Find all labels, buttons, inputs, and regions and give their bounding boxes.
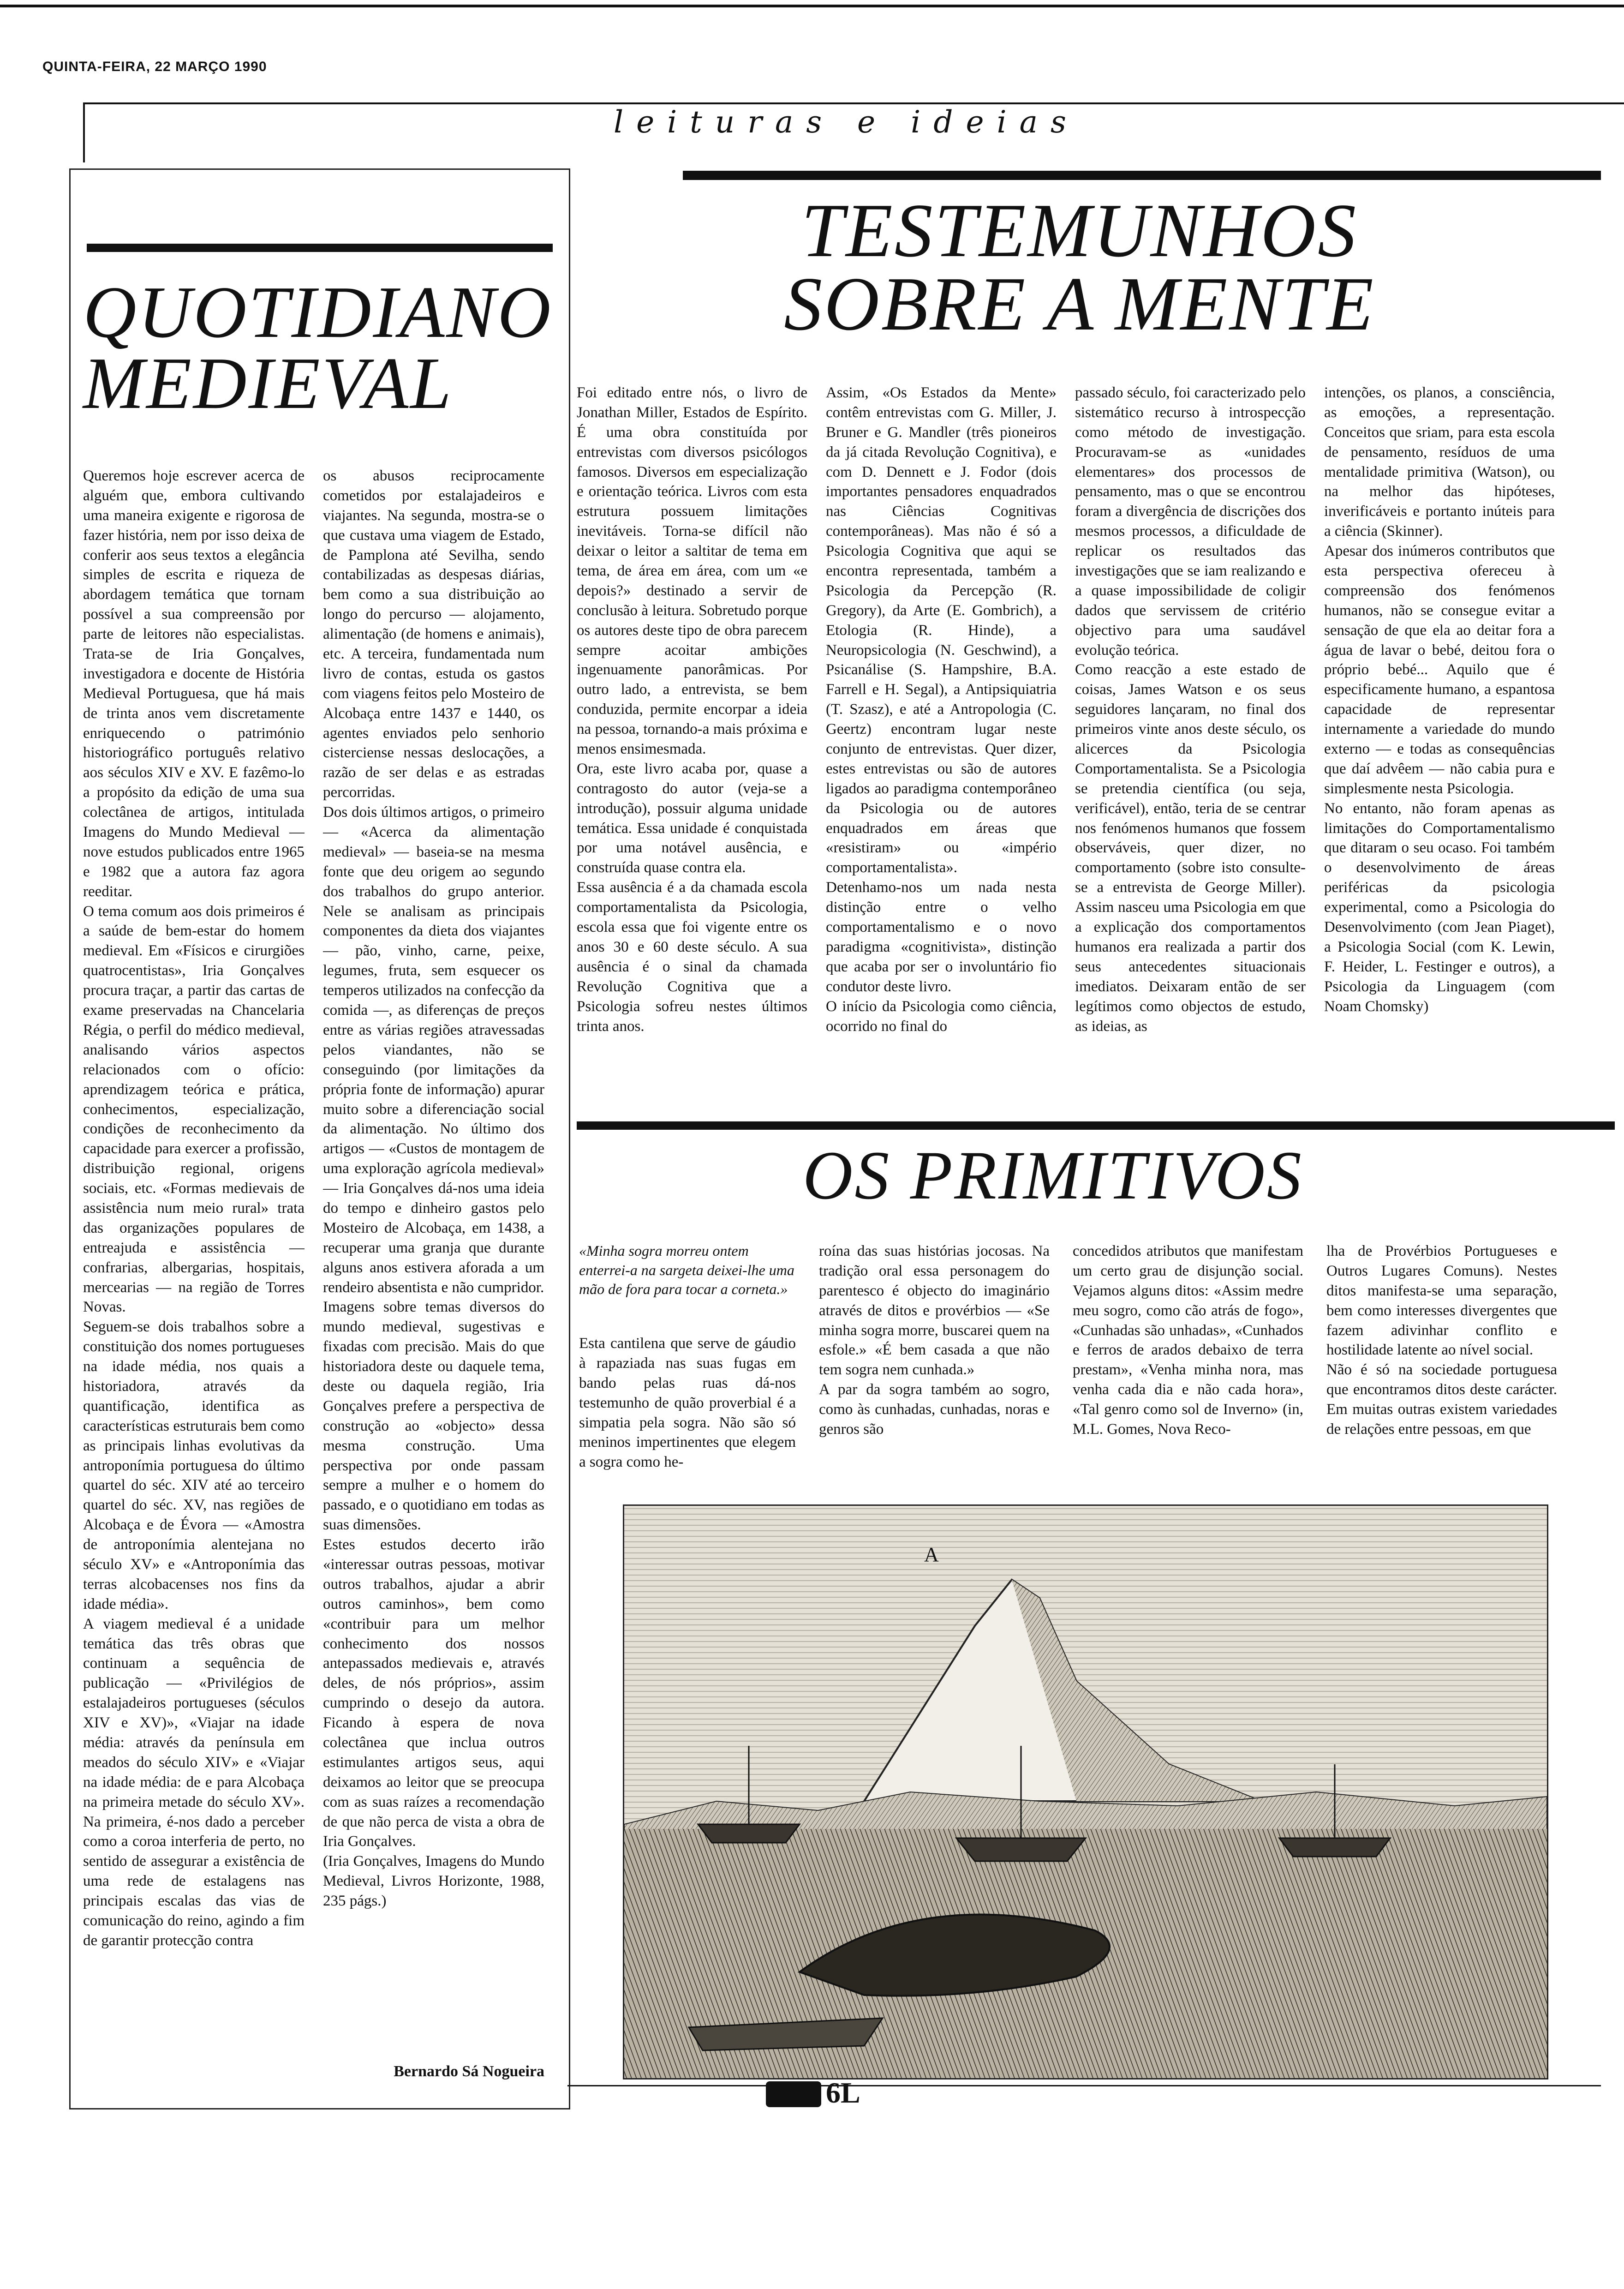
bottom-epigraph: «Minha sogra morreu ontem enterrei-a na sargeta deixei-lhe uma mão de fora para tocar a corneta.» <box>579 1242 794 1298</box>
section-name: leituras e ideias <box>614 104 1079 140</box>
top-headline-rule <box>683 171 1601 180</box>
left-headline-line1: QUOTIDIANO <box>83 271 553 353</box>
top-article-col1: Foi editado entre nós, o livro de Jonathan Miller, Estados de Espírito. É uma obra constituída por entrevistas com diversos psicólogos famosos. Diversos em especialização e orientação teórica. Livros com esta estrutura possuem limitações inevitáveis. Torna-se difícil não deixar o leitor a saltitar de tema em tema, de área em área, com um «e depois?» destinado a servir de conclusão à leitura. Sobretudo porque os autores deste tipo de obra parecem sempre acoitar ambições ingenuamente panorâmicas. Por outro lado, a entrevista, se bem conduzida, permite encorpar a ideia na pessoa, tornando-a mais próxima e menos ensimesmada. Ora, este livro acaba por, quase a contragosto do autor (veja-se a introdução), possuir alguma unidade temática. Essa unidade é conquistada por uma notável ausência, e construída quase contra ela. Essa ausência é a da chamada escola comportamentalista da Psicologia, escola essa que foi vigente entre os anos 30 e 60 deste século. A sua ausência é o sinal da chamada Revolução Cognitiva que a Psicologia sofreu nestes últimos trinta anos. <box>577 384 807 1035</box>
bottom-article-col2: roína das suas histórias jocosas. Na tradição oral essa personagem do parentesco é objecto do imaginário através de ditos e provérbios — «Se minha sogra morre, buscarei quem na esfole.» «É bem casada a que não tem sogra nem cunhada.» A par da sogra também ao sogro, como às cunhadas, cunhadas, noras e genros são <box>819 1243 1050 1438</box>
top-headline <box>738 188 1421 347</box>
footer-logo-block <box>766 2081 821 2107</box>
top-article-col4: intenções, os planos, a consciência, as emoções, a representação. Conceitos que sriam, para esta escola de pensamento, resíduos de uma mentalidade primitiva (Watson), ou na melhor das hipóteses, inverificáveis e portanto inúteis para a ciência (Skinner). Apesar dos inúmeros contributos que esta perspectiva ofereceu à compreensão dos fenómenos humanos, não se consegue evitar a sensação de que ela ao deitar fora a água de lavar o bebé, deitou fora o próprio bebé... Aquilo que é especificamente humano, a espantosa capacidade de representar internamente a variedade do mundo externo — e todas as consequências que daí advêem — não cabia pura e simplesmente nesta Psicologia. No entanto, não foram apenas as limitações do Comportamentalismo que ditaram o seu ocaso. Foi também o desenvolvimento de áreas periféricas da psicologia experimental, como a Psicologia do Desenvolvimento (com Jean Piaget), a Psicologia Social (com K. Lewin, F. Heider, L. Festinger e outros), a Psicologia da Linguagem (com Noam Chomsky) <box>1324 384 1555 1015</box>
left-headline <box>83 271 553 424</box>
page-folio: 6L <box>826 2076 860 2109</box>
left-article-col1: Queremos hoje escrever acerca de alguém que, embora cultivando uma maneira exigente e rigorosa de fazer história, nem por isso deixa de conferir aos seus textos a elegância simples de escrita e riqueza de abordagem temática que tornam possível a sua compreensão por parte de leitores não especialistas. Trata-se de Iria Gonçalves, investigadora e docente de História Medieval Portuguesa, que há mais de trinta anos vem discretamente enriquecendo o património historiográfico português relativo aos séculos XIV e XV. E fazêmo-lo a propósito da edição de uma sua colectânea de artigos, intitulada Imagens do Mundo Medieval — nove estudos publicados entre 1965 e 1982 que a autora faz agora reeditar. O tema comum aos dois primeiros é a saúde de bem-estar do homem medieval. Em «Físicos e cirurgiões quatrocentistas», Iria Gonçalves procura traçar, a partir das cartas de exame preservadas na Chancelaria Régia, o perfil do médico medieval, analisando vários aspectos relacionados com o ofício: aprendizagem teórica e prática, conhecimentos, especialização, condições de reconhecimento da capacidade para exercer a profissão, distribuição regional, origens sociais, etc. «Formas medievais de assistência num meio rural» trata das organizações populares de entreajuda e assistência — confrarias, albergarias, hospitais, mercearias — na região de Torres Novas. Seguem-se dois trabalhos sobre a constituição dos nomes portugueses na idade média, nos quais a historiadora, através da quantificação, identifica as características estruturais bem como as principais linhas evolutivas da antroponímia portuguesa do último quartel do séc. XIV até ao terceiro quartel do séc. XV, nas regiões de Alcobaça e de Évora — «Amostra de antroponímia alentejana no século XV» e «Antroponímia das terras alcobacenses nos fins da idade média». A viagem medieval é a unidade temática das três obras que continuam a sequência de publicação — «Privilégios de estalajadeiros portugueses (séculos XIV e XV)», «Viajar na idade média: através da península em meados do século XIV» e «Viajar na idade média: de e para Alcobaça na primeira metade do século XV». Na primeira, é-nos dado a perceber como a coroa interferia de perto, no sentido de assegurar a existência de uma rede de estalagens nas principais escalas das vias de comunicação do reino, agindo a fim de garantir protecção contra <box>83 467 304 1949</box>
left-headline-rule <box>87 244 553 252</box>
left-article-col2: os abusos reciprocamente cometidos por estalajadeiros e viajantes. Na segunda, mostra-se o que custava uma viagem de Estado, de Pamplona até Sevilha, sendo contabilizadas as despesas diárias, bem como a sua distribuição ao longo do percurso — alojamento, alimentação (de homens e animais), etc. A terceira, fundamentada num livro de contas, estuda os gastos com viagens feitos pelo Mosteiro de Alcobaça entre 1437 e 1440, os agentes enviados pelo senhorio cisterciense nessas deslocações, a razão de ser delas e as estradas percorridas. Dos dois últimos artigos, o primeiro — «Acerca da alimentação medieval» — baseia-se na mesma fonte que deu origem ao segundo dos trabalhos do grupo anterior. Nele se analisam as principais componentes da dieta dos viajantes — pão, vinho, carne, peixe, legumes, fruta, sem esquecer os temperos utilizados na confecção da comida —, as diferenças de preços entre as várias regiões atravessadas pelos viandantes, não se conseguindo (por limitações da própria fonte de informação) apurar muito sobre a diferenciação social da alimentação. No último dos artigos — «Custos de montagem de uma exploração agrícola medieval» — Iria Gonçalves dá-nos uma ideia do tempo e dinheiro gastos pelo Mosteiro de Alcobaça, em 1438, a recuperar uma granja que durante alguns anos estivera aforada a um rendeiro absentista e não cumpridor. Imagens sobre temas diversos do mundo medieval, sugestivas e fixadas com precisão. Mais do que historiadora deste ou daquele tema, deste ou daquela região, Iria Gonçalves prefere a perspectiva de construção ao «objecto» dessa mesma construção. Uma perspectiva por onde passam sempre a mulher e o homem do passado, e o quotidiano em todas as suas dimensões. Estes estudos decerto irão «interessar outras pessoas, motivar outros trabalhos, ajudar a abrir outros caminhos», bem como «contribuir para um melhor conhecimento dos nossos antepassados medievais e, através deles, de nós próprios», assim cumprindo o desejo da autora. Ficando à espera de nova colectânea que inclua outros estimulantes artigos seus, aqui deixamos ao leitor que se preocupa com as suas raízes a recomendação de que não perca de vista a obra de Iria Gonçalves. (Iria Gonçalves, Imagens do Mundo Medieval, Livros Horizonte, 1988, 235 págs.) <box>323 467 544 1910</box>
left-article-byline: Bernardo Sá Nogueira <box>394 2063 544 2080</box>
whaling-engraving-svg <box>624 1506 1547 2078</box>
whaling-engraving <box>623 1504 1548 2079</box>
bottom-article-col1: Esta cantilena que serve de gáudio à rapaziada nas suas fugas em bando pelas ruas dá-nos testemunho de quão proverbial é a simpatia pela sogra. Não são só meninos impertinentes que elegem a sogra como he- <box>579 1335 796 1471</box>
header-rule-left-tick <box>83 102 85 162</box>
footer-rule <box>567 2085 1601 2086</box>
top-rule <box>0 5 1624 7</box>
top-article-col2: Assim, «Os Estados da Mente» contêm entrevistas com G. Miller, J. Bruner e G. Mandler (três pioneiros da já citada Revolução Cognitiva), e com D. Dennett e J. Fodor (dois importantes pensadores enquadrados nas Ciências Cognitivas contemporâneas). Mas não é só a Psicologia Cognitiva que aqui se encontra representada, também a Psicologia da Percepção (R. Gregory), da Arte (E. Gombrich), a Etologia (R. Hinde), a Neuropsicologia (N. Geschwind), a Psicanálise (S. Hampshire, B.A. Farrell e H. Segal), a Antipsiquiatria (T. Szasz), e até a Antropologia (C. Geertz) encontram lugar neste conjunto de entrevistas. Quer dizer, estes entrevistas ou são de autores ligados ao paradigma contemporâneo da Psicologia ou de autores enquadrados em áreas que «resistiram» ou «império comportamentalista». Detenhamo-nos um nada nesta distinção entre o velho comportamentalismo e o novo paradigma «cognitivista», distinção que acaba por ser o involuntário fio condutor deste livro. O início da Psicologia como ciência, ocorrido no final do <box>826 384 1057 1035</box>
bottom-article-col4: lha de Provérbios Portugueses e Outros Lugares Comuns). Nestes ditos manifesta-se uma separação, bem como interesses divergentes que fazem adivinhar conflito e hostilidade latente ao nível social. Não é só na sociedade portuguesa que encontramos ditos deste carácter. Em muitas outras existem variedades de relações entre pessoas, em que <box>1326 1243 1557 1438</box>
bottom-article-col3: concedidos atributos que manifestam um certo grau de disjunção social. Vejamos alguns ditos: «Assim medre meu sogro, como cão atrás de fogo», «Cunhadas são unhadas», «Cunhados e ferros de arados debaixo de terra prestam», «Venha minha nora, mas venha cada dia e não cada hora», «Tal genro como sol de Inverno» (in, M.L. Gomes, Nova Reco- <box>1073 1243 1303 1438</box>
ship-1 <box>698 1824 800 1843</box>
dateline: QUINTA-FEIRA, 22 MARÇO 1990 <box>42 59 267 74</box>
top-headline-line2: SOBRE A MENTE <box>784 261 1375 347</box>
top-headline-line1: TESTEMUNHOS <box>801 188 1358 273</box>
engraving-label-a: A <box>924 1543 939 1566</box>
bottom-headline-rule <box>577 1121 1615 1130</box>
left-headline-line2: MEDIEVAL <box>83 342 454 424</box>
top-article-col3: passado século, foi caracterizado pelo sistemático recurso à introspecção como método de investigação. Procuravam-se as «unidades elementares» dos processos de pensamento, mas o que se encontrou foram a divergência de discrições dos mesmos processos, a dificuldade de replicar os resultados das investigações que se iam realizando e a quase impossibilidade de coligir dados que servissem de critério objectivo para uma saudável evolução teórica. Como reacção a este estado de coisas, James Watson e os seus seguidores lançaram, no final dos primeiros vinte anos deste século, os alicerces da Psicologia Comportamentalista. Se a Psicologia se pretendia científica (ou seja, verificável), então, teria de se centrar nos fenómenos humanos que fossem observáveis, quer dizer, no comportamento (sobre isto consulte-se a entrevista de George Miller). Assim nasceu uma Psicologia em que a explicação dos comportamentos humanos era realizada a partir dos seus antecedentes situacionais imediatos. Deixaram então de ser legítimos como objectos de estudo, as ideias, as <box>1075 384 1306 1035</box>
ship-2 <box>956 1838 1086 1861</box>
bottom-headline: OS PRIMITIVOS <box>803 1137 1303 1214</box>
ship-3 <box>1279 1838 1390 1857</box>
